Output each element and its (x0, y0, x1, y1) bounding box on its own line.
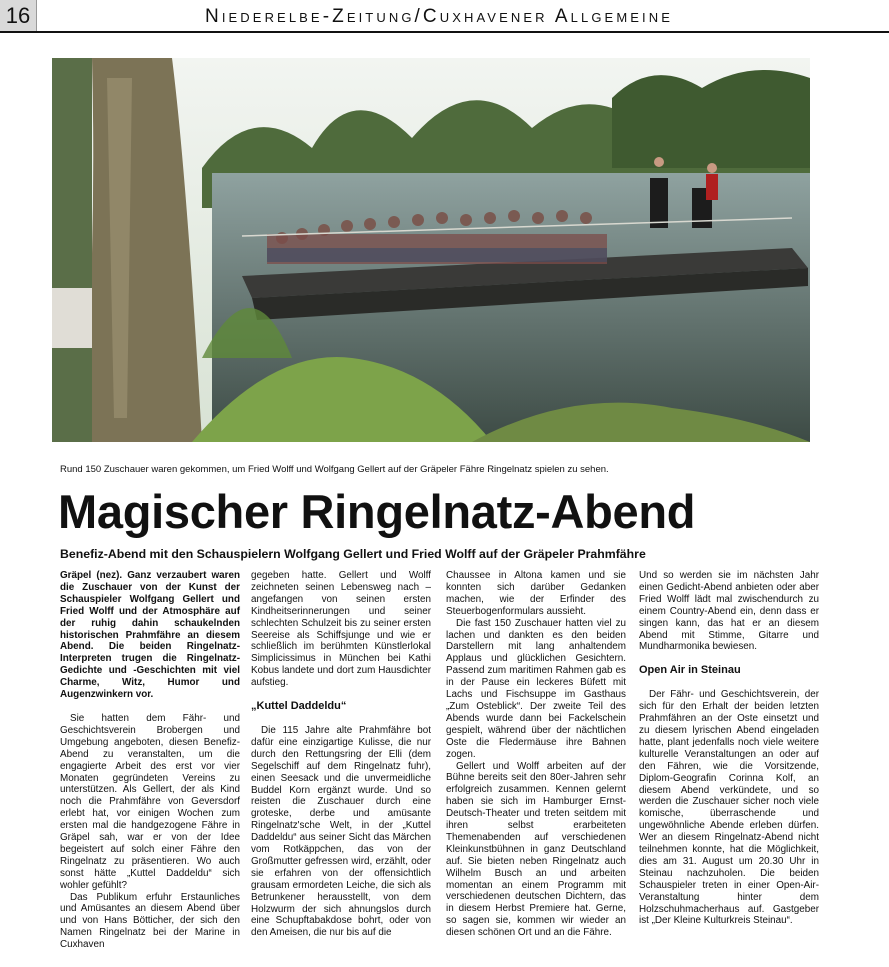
body-paragraph: Sie hatten dem Fähr- und Geschichtsverein Brobergen und Umgebung angeboten, diesen Benefiz-Abend zu veranstalten, um die engagierte Arbeit des erst vor vier Monaten gegründeten Vereins zu unterstützen. Als Gellert, der als Kind noch die Prahmfähre von Geversdorf erlebt hat, vor einigen Wochen zum ersten mal die handgezogene Fähre in Gräpel sah, war er von der Idee begeistert auf solch einer Fähre den Ringelnatz zu präsentieren. Wo auch sonst hätte „Kuttel Daddeldu“ sich wohler gefühlt? (60, 712, 240, 891)
article-column-2 (251, 570, 431, 939)
lead-paragraph: Gräpel (nez). Ganz verzaubert waren die Zuschauer von der Kunst der Schauspieler Wolfgang Gellert und Fried Wolff und der Atmosphäre auf der ruhig dahin schaukelnden historischen Prahmfähre an diesem Abend. Die beiden Ringelnatz-Interpreten trugen die Ringelnatz-Gedichte und -Geschichten mit viel Charme, Witz, Humor und Augenzwinkern vor. (60, 570, 240, 701)
body-paragraph: Und so werden sie im nächsten Jahr einen Gedicht-Abend anbieten oder aber Fried Wolff lädt mal zwischendurch zu einem Country-Abend ein, denn dass er singen kann, das hat er an diesem Abend mit Stimme, Gitarre und Mundharmonika bewiesen. (639, 570, 819, 653)
body-paragraph: Die fast 150 Zuschauer hatten viel zu lachen und dankten es den beiden Darstellern mit lang anhaltendem Applaus und glücklichen Gesichtern. Passend zum maritimen Rahmen gab es in der Pause ein leckeres Büfett mit Lachs und Fischsuppe im Gasthaus „Zum Osteblick“. Der zweite Teil des Abends wurde dann bei Fackelschein gespielt, während über der nächtlichen Oste die Fledermäuse ihre Bahnen zogen. (446, 617, 626, 760)
body-paragraph: gegeben hatte. Gellert und Wolff zeichneten seinen Lebensweg nach – angefangen von seinen ersten Kindheitserinnerungen und seiner schlechten Schulzeit bis zu seiner ersten Seereise als Schiffsjunge und wie er schließlich im berühmten Künstlerlokal Simplicissimus in München bei Kathi Kobus landete und dort zum Hausdichter aufstieg. (251, 570, 431, 689)
article-column-3 (446, 570, 626, 939)
body-paragraph: Das Publikum erfuhr Erstaunliches und Amüsantes an diesem Abend über und von Hans Bötticher, der sich den Namen Ringelnatz bei der Marine in Cuxhaven (60, 891, 240, 951)
body-paragraph: Chaussee in Altona kamen und sie konnten sich darüber Gedanken machen, wie der Erfinder des Steuerbogenformulars aussieht. (446, 570, 626, 617)
page-header (0, 0, 889, 34)
article-column-4 (639, 570, 819, 927)
photo-caption: Rund 150 Zuschauer waren gekommen, um Fried Wolff und Wolfgang Gellert auf der Gräpeler Fähre Ringelnatz spielen zu sehen. (60, 464, 609, 475)
article-column-1 (60, 570, 240, 951)
ferry-scene-image (52, 58, 810, 442)
subheadline: Benefiz-Abend mit den Schauspielern Wolfgang Gellert und Fried Wolff auf der Gräpeler Prahmfähre (60, 547, 646, 561)
body-paragraph: Der Fähr- und Geschichtsverein, der sich für den Erhalt der beiden letzten Prahmfähren an der Oste einsetzt und zu diesem lyrischen Abend eingeladen hatte, plant jedenfalls noch viele weitere kulturelle Veranstaltungen an oder auf den Fähren, wie die Vorsitzende, Diplom-Geografin Corinna Kolf, an diesem Abend verkündete, und so werden die Zuschauer sicher noch viele komische, überraschende und ungewöhnliche Abende erleben dürfen. Wer an diesem Ringelnatz-Abend nicht teilnehmen konnte, hat die Möglichkeit, dies am 31. August um 20.30 Uhr in Steinau nachzuholen. Die beiden Schauspieler treten in einer Open-Air-Veranstaltung hinter dem Holzschuhmacherhaus auf. Gastgeber ist „Der Kleine Kulturkreis Steinau“. (639, 689, 819, 927)
body-paragraph: Gellert und Wolff arbeiten auf der Bühne bereits seit den 80er-Jahren sehr erfolgreich zusammen. Kennen gelernt haben sie sich im Hamburger Ernst-Deutsch-Theater und treten seitdem mit ihren selbst erarbeiteten Themenabenden auf verschiedenen Kleinkunstbühnen in ganz Deutschland auf. Sie bieten neben Ringelnatz auch Wilhelm Busch an und arbeiten momentan an einem Programm mit verschiedenen deutschen Dichtern, das in diesem Herbst Premiere hat. Gerne, so sagen sie, kommen wir wieder an diesen schönen Ort und an die Fähre. (446, 760, 626, 939)
subhead: Open Air in Steinau (639, 664, 741, 677)
subhead: „Kuttel Daddeldu“ (251, 700, 347, 713)
article-photo (52, 58, 810, 442)
body-paragraph: Die 115 Jahre alte Prahmfähre bot dafür eine einzigartige Kulisse, die nur durch den Rettungsring der Elli (dem Segelschiff auf dem Ringelnatz fuhr), einen Seesack und die unvermeidliche Buddel Korn ergänzt wurde. Und so reisten die Zuschauer durch eine groteske, derbe und amüsante Ringelnatz'sche Welt, in der „Kuttel Daddeldu“ aus seiner Sicht das Märchen vom Rotkäppchen, das von der Großmutter gefressen wird, erzählt, oder sie erfahren von der offensichtlich grausam ermordeten Leiche, die sich als Betrunkener herausstellt, von dem Holzwurm der sich ahnungslos durch eine Schupftabakdose bohrt, oder von den Ameisen, die nur bis auf die (251, 724, 431, 939)
page-number: 16 (0, 0, 37, 31)
masthead: Niederelbe-Zeitung/Cuxhavener Allgemeine (205, 6, 673, 27)
headline: Magischer Ringelnatz-Abend (58, 485, 696, 538)
header-rule (0, 31, 889, 33)
